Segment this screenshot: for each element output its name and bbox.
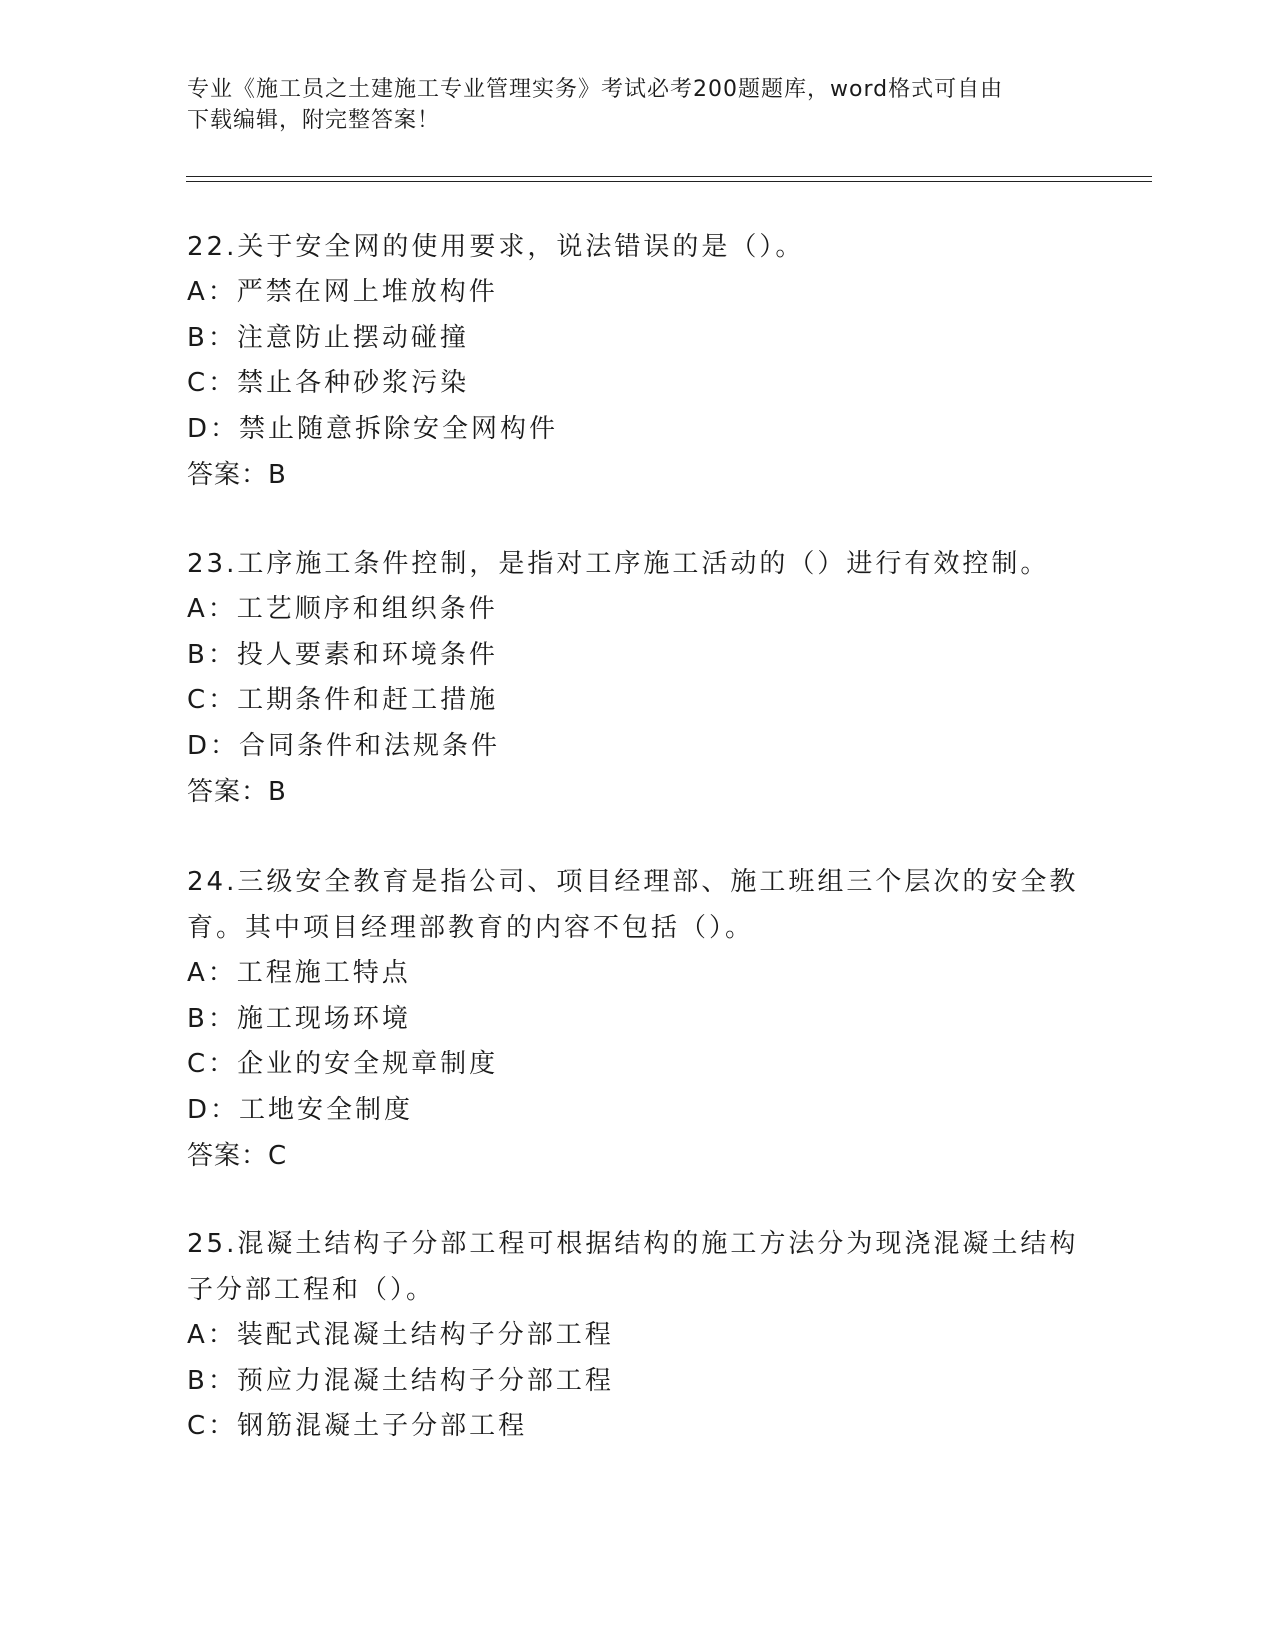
question-text: 23.工序施工条件控制，是指对工序施工活动的（）进行有效控制。: [187, 549, 1050, 579]
header-divider-top: [186, 176, 1152, 177]
option-d: D：合同条件和法规条件: [187, 730, 501, 761]
question-text: 育。其中项目经理部教育的内容不包括（）。: [187, 913, 755, 943]
option-b: B：预应力混凝土结构子分部工程: [187, 1365, 614, 1396]
question-text: 22.关于安全网的使用要求，说法错误的是（）。: [187, 232, 805, 262]
option-a: A：严禁在网上堆放构件: [187, 277, 498, 307]
question-text: 24.三级安全教育是指公司、项目经理部、施工班组三个层次的安全教: [187, 867, 1079, 897]
answer: 答案：C: [187, 1141, 288, 1171]
option-d: D：工地安全制度: [187, 1094, 414, 1125]
option-b: B：注意防止摆动碰撞: [187, 322, 469, 353]
question-text: 子分部工程和（）。: [187, 1275, 436, 1305]
option-a: A：工艺顺序和组织条件: [187, 594, 498, 624]
option-c: C：企业的安全规章制度: [187, 1049, 499, 1079]
option-c: C：禁止各种砂浆污染: [187, 368, 470, 398]
header-line: 专业《施工员之土建施工专业管理实务》考试必考200题题库，word格式可自由: [187, 77, 1004, 102]
option-a: A：工程施工特点: [187, 958, 411, 988]
question-23: [187, 541, 1087, 815]
option-b: B：投人要素和环境条件: [187, 639, 498, 670]
document-header: [187, 74, 1087, 136]
answer: 答案：B: [187, 777, 287, 807]
option-c: C：钢筋混凝土子分部工程: [187, 1411, 528, 1441]
answer: 答案：B: [187, 460, 287, 490]
header-divider-bottom: [186, 181, 1152, 182]
option-a: A：装配式混凝土结构子分部工程: [187, 1320, 614, 1350]
question-22: [187, 224, 1087, 498]
option-d: D：禁止随意拆除安全网构件: [187, 413, 559, 444]
question-text: 25.混凝土结构子分部工程可根据结构的施工方法分为现浇混凝土结构: [187, 1229, 1079, 1259]
question-24: [187, 859, 1087, 1179]
option-c: C：工期条件和赶工措施: [187, 685, 499, 715]
question-25: [187, 1221, 1087, 1450]
header-line: 下载编辑，附完整答案！: [187, 108, 441, 133]
option-b: B：施工现场环境: [187, 1003, 411, 1034]
